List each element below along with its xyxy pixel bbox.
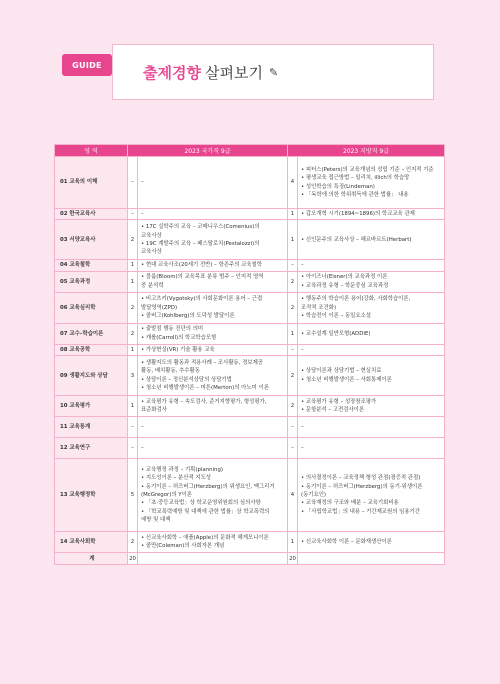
count-cell: 2: [288, 356, 298, 396]
item-line: 발달영역(ZPD): [141, 304, 178, 311]
table-row: [55, 220, 445, 260]
count-cell: 2: [288, 271, 298, 292]
count-cell: –: [128, 438, 138, 459]
items-cell: [138, 323, 288, 344]
item-line: –: [301, 445, 304, 452]
table-row: [55, 396, 445, 417]
count-cell: 1: [288, 220, 298, 260]
item-line: • 「학교폭력예방 및 대책에 관한 법률」상 학교폭력의: [141, 508, 270, 515]
item-line: • 콜만(Coleman)의 사회자본 개념: [141, 543, 225, 550]
items-cell: [298, 532, 445, 553]
item-line: –: [301, 346, 304, 353]
table-row: [55, 271, 445, 292]
item-line: 표준화검사: [141, 407, 168, 414]
header-national: 2023 국가직 9급: [128, 145, 288, 157]
title-highlight: 출제경향: [143, 63, 201, 82]
exam-trend-table-wrap: [54, 144, 444, 565]
items-cell: [298, 271, 445, 292]
title-rest: 살펴보기: [204, 63, 263, 82]
table-row: [55, 344, 445, 355]
area-cell: 14 교육사회학: [55, 532, 128, 553]
item-line: • 동기이론 – 허즈버그(Herzberg)의 동기·위생이론: [301, 483, 423, 490]
area-cell: 01 교육의 이해: [55, 157, 128, 209]
table-row: [55, 356, 445, 396]
count-cell: 1: [288, 532, 298, 553]
header-area: 영 역: [55, 145, 128, 157]
items-cell: [138, 209, 288, 220]
items-cell: [298, 157, 445, 209]
table-row: [55, 417, 445, 438]
item-line: 교육사상: [141, 249, 162, 256]
items-cell: [298, 553, 445, 565]
table-row: [55, 292, 445, 323]
item-line: • 성인학습의 특징(Lindeman): [301, 183, 375, 190]
items-cell: [298, 209, 445, 220]
count-cell: 1: [128, 260, 138, 271]
item-line: • 신교육사회학 이론 – 문화재생산이론: [301, 539, 392, 546]
count-cell: 20: [288, 553, 298, 565]
item-line: • 의사결정이론 – 교육정책 형성 관점(점증적 관점): [301, 475, 421, 482]
area-cell: 11 교육통계: [55, 417, 128, 438]
items-cell: [138, 396, 288, 417]
item-line: 교육사상: [141, 232, 162, 239]
item-line: –: [141, 179, 144, 186]
items-cell: [298, 220, 445, 260]
items-cell: [298, 438, 445, 459]
items-cell: [138, 438, 288, 459]
item-line: • 교육재정의 구조와 배분 – 교육기회비용: [301, 500, 399, 507]
item-line: • 생활지도의 활동과 적용사례 – 조사활동, 정보제공: [141, 359, 264, 366]
count-cell: 1: [128, 396, 138, 417]
count-cell: 20: [128, 553, 138, 565]
item-line: (McGregor)의 Y이론: [141, 492, 192, 499]
item-line: • 가상현실(VR) 기술 활용 교육: [141, 346, 215, 353]
exam-trend-table: [54, 144, 445, 565]
count-cell: –: [128, 417, 138, 438]
items-cell: [298, 396, 445, 417]
items-cell: [138, 417, 288, 438]
count-cell: 4: [288, 157, 298, 209]
item-line: • 19C 계발주의 교육 – 페스탈로치(Pestalozzi)의: [141, 240, 260, 247]
items-cell: [138, 356, 288, 396]
items-cell: [298, 356, 445, 396]
item-line: • 블룸(Bloom)의 교육목표 분류 범주 – 인지적 영역: [141, 274, 264, 281]
item-line: • 현대 교육사조(20세기 전반) – 항존주의 교육철학: [141, 262, 262, 269]
item-line: (동기요인): [301, 492, 327, 499]
table-row: [55, 260, 445, 271]
item-line: • 출발점 행동 진단의 의미: [141, 326, 204, 333]
table-row: [55, 323, 445, 344]
item-line: • 갑오개혁 시기(1894~1896)의 학교교육 관제: [301, 211, 415, 217]
item-line: –: [141, 445, 144, 452]
item-line: • 「독학에 의한 학위취득에 관한 법률」 내용: [301, 191, 409, 198]
count-cell: 2: [128, 532, 138, 553]
item-line: • 학습전이 이론 – 동일요소설: [301, 313, 372, 320]
count-cell: 1: [128, 271, 138, 292]
item-line: • 아이즈너(Eisner)의 교육과정 이론: [301, 274, 388, 281]
count-cell: –: [288, 344, 298, 355]
area-cell: 07 교수–학습이론: [55, 323, 128, 344]
item-line: • 캐롤(Carroll)의 학교학습모형: [141, 334, 217, 341]
item-line: • 교육과정 유형 – 학문중심 교육과정: [301, 282, 389, 289]
area-cell: 05 교육과정: [55, 271, 128, 292]
item-line: • 「초·중등교육법」상 학교운영위원회의 심의사항: [141, 500, 261, 507]
item-line: • 청소년 비행발생이론 – 머튼(Merton)의 아노미 이론: [141, 385, 269, 392]
item-line: –: [301, 424, 304, 431]
item-line: • 문항분석 – 고전검사이론: [301, 407, 365, 414]
area-cell: 08 교육공학: [55, 344, 128, 355]
item-line: • 교육평가 유형 – 성장참조평가: [301, 398, 377, 405]
count-cell: –: [288, 417, 298, 438]
count-cell: 2: [128, 292, 138, 323]
item-line: • 행동주의 학습이론 용어(강화, 사회학습이론,: [301, 296, 411, 303]
count-cell: 2: [288, 292, 298, 323]
items-cell: [298, 292, 445, 323]
count-cell: 4: [288, 459, 298, 532]
item-line: • 비고츠키(Vygotsky)의 사회문화이론 용어 – 근접: [141, 296, 263, 303]
items-cell: [138, 292, 288, 323]
item-line: 활동, 배치활동, 추수활동: [141, 368, 200, 375]
guide-tab: GUIDE: [62, 54, 112, 76]
items-cell: [138, 532, 288, 553]
item-line: 조작적 조건화): [301, 304, 337, 311]
table-header-row: [55, 145, 445, 157]
area-cell: 계: [55, 553, 128, 565]
table-row: [55, 209, 445, 220]
count-cell: –: [128, 157, 138, 209]
item-line: • 평생교육 접근방법 – 일리치, illich의 학습망: [301, 175, 410, 182]
table-row: [55, 532, 445, 553]
item-line: • 청소년 비행발생이론 – 사회통제이론: [301, 376, 392, 383]
item-line: –: [301, 262, 304, 269]
area-cell: 06 교육심리학: [55, 292, 128, 323]
area-cell: 09 생활지도와 상담: [55, 356, 128, 396]
item-line: • 교육평가 유형 – 속도검사, 준거지향평가, 형성평가,: [141, 398, 267, 405]
items-cell: [298, 417, 445, 438]
item-line: 중 분석력: [141, 282, 164, 289]
area-cell: 03 서양교육사: [55, 220, 128, 260]
count-cell: 1: [288, 209, 298, 220]
header-local: 2023 지방직 9급: [288, 145, 445, 157]
area-cell: 13 교육행정학: [55, 459, 128, 532]
item-line: • 신교육사회학 – 애플(Apple)의 문화적 헤게모니이론: [141, 534, 269, 541]
item-line: • 상담이론 – 정신분석상담의 상담기법: [141, 376, 232, 383]
items-cell: [298, 459, 445, 532]
item-line: • 동기이론 – 허즈버그(Herzberg)의 위생요인, 맥그리거: [141, 483, 275, 490]
item-line: • 17C 실학주의 교육 – 코메니우스(Comenius)의: [141, 224, 260, 231]
area-cell: 12 교육연구: [55, 438, 128, 459]
item-line: • 피터스(Peters)의 교육개념의 성립 기준 – 인지적 기준: [301, 166, 434, 173]
item-line: –: [141, 424, 144, 431]
pencil-icon: ✎: [268, 65, 279, 79]
count-cell: 2: [288, 396, 298, 417]
table-row: [55, 157, 445, 209]
items-cell: [138, 271, 288, 292]
count-cell: 5: [128, 459, 138, 532]
items-cell: [298, 260, 445, 271]
item-line: • 교육행정 과정 – 기획(planning): [141, 466, 223, 473]
item-line: –: [141, 211, 144, 217]
items-cell: [138, 260, 288, 271]
items-cell: [138, 459, 288, 532]
item-line: • 콜버그(Kohlberg)의 도덕성 발달이론: [141, 313, 235, 320]
count-cell: 1: [128, 344, 138, 355]
area-cell: 04 교육철학: [55, 260, 128, 271]
item-line: • 신인문주의 교육사상 – 헤르바르트(Herbart): [301, 236, 412, 243]
count-cell: 1: [288, 323, 298, 344]
table-row: [55, 438, 445, 459]
area-cell: 10 교육평가: [55, 396, 128, 417]
item-line: • 교수설계 일반모형(ADDIE): [301, 330, 371, 337]
count-cell: 2: [128, 323, 138, 344]
count-cell: –: [288, 438, 298, 459]
area-cell: 02 한국교육사: [55, 209, 128, 220]
items-cell: [138, 344, 288, 355]
table-row: [55, 553, 445, 565]
item-line: • 상담이론과 상담기법 – 현실치료: [301, 368, 382, 375]
page-title: [112, 44, 434, 100]
items-cell: [138, 157, 288, 209]
items-cell: [298, 323, 445, 344]
count-cell: 3: [128, 356, 138, 396]
items-cell: [138, 553, 288, 565]
items-cell: [298, 344, 445, 355]
count-cell: –: [128, 209, 138, 220]
item-line: • 「사립학교법」의 내용 – 기간제교원의 임용기간: [301, 508, 420, 515]
count-cell: –: [288, 260, 298, 271]
item-line: • 지도성이론 – 분산적 지도성: [141, 475, 212, 482]
items-cell: [138, 220, 288, 260]
count-cell: 2: [128, 220, 138, 260]
item-line: 예방 및 대책: [141, 517, 171, 524]
table-row: [55, 459, 445, 532]
